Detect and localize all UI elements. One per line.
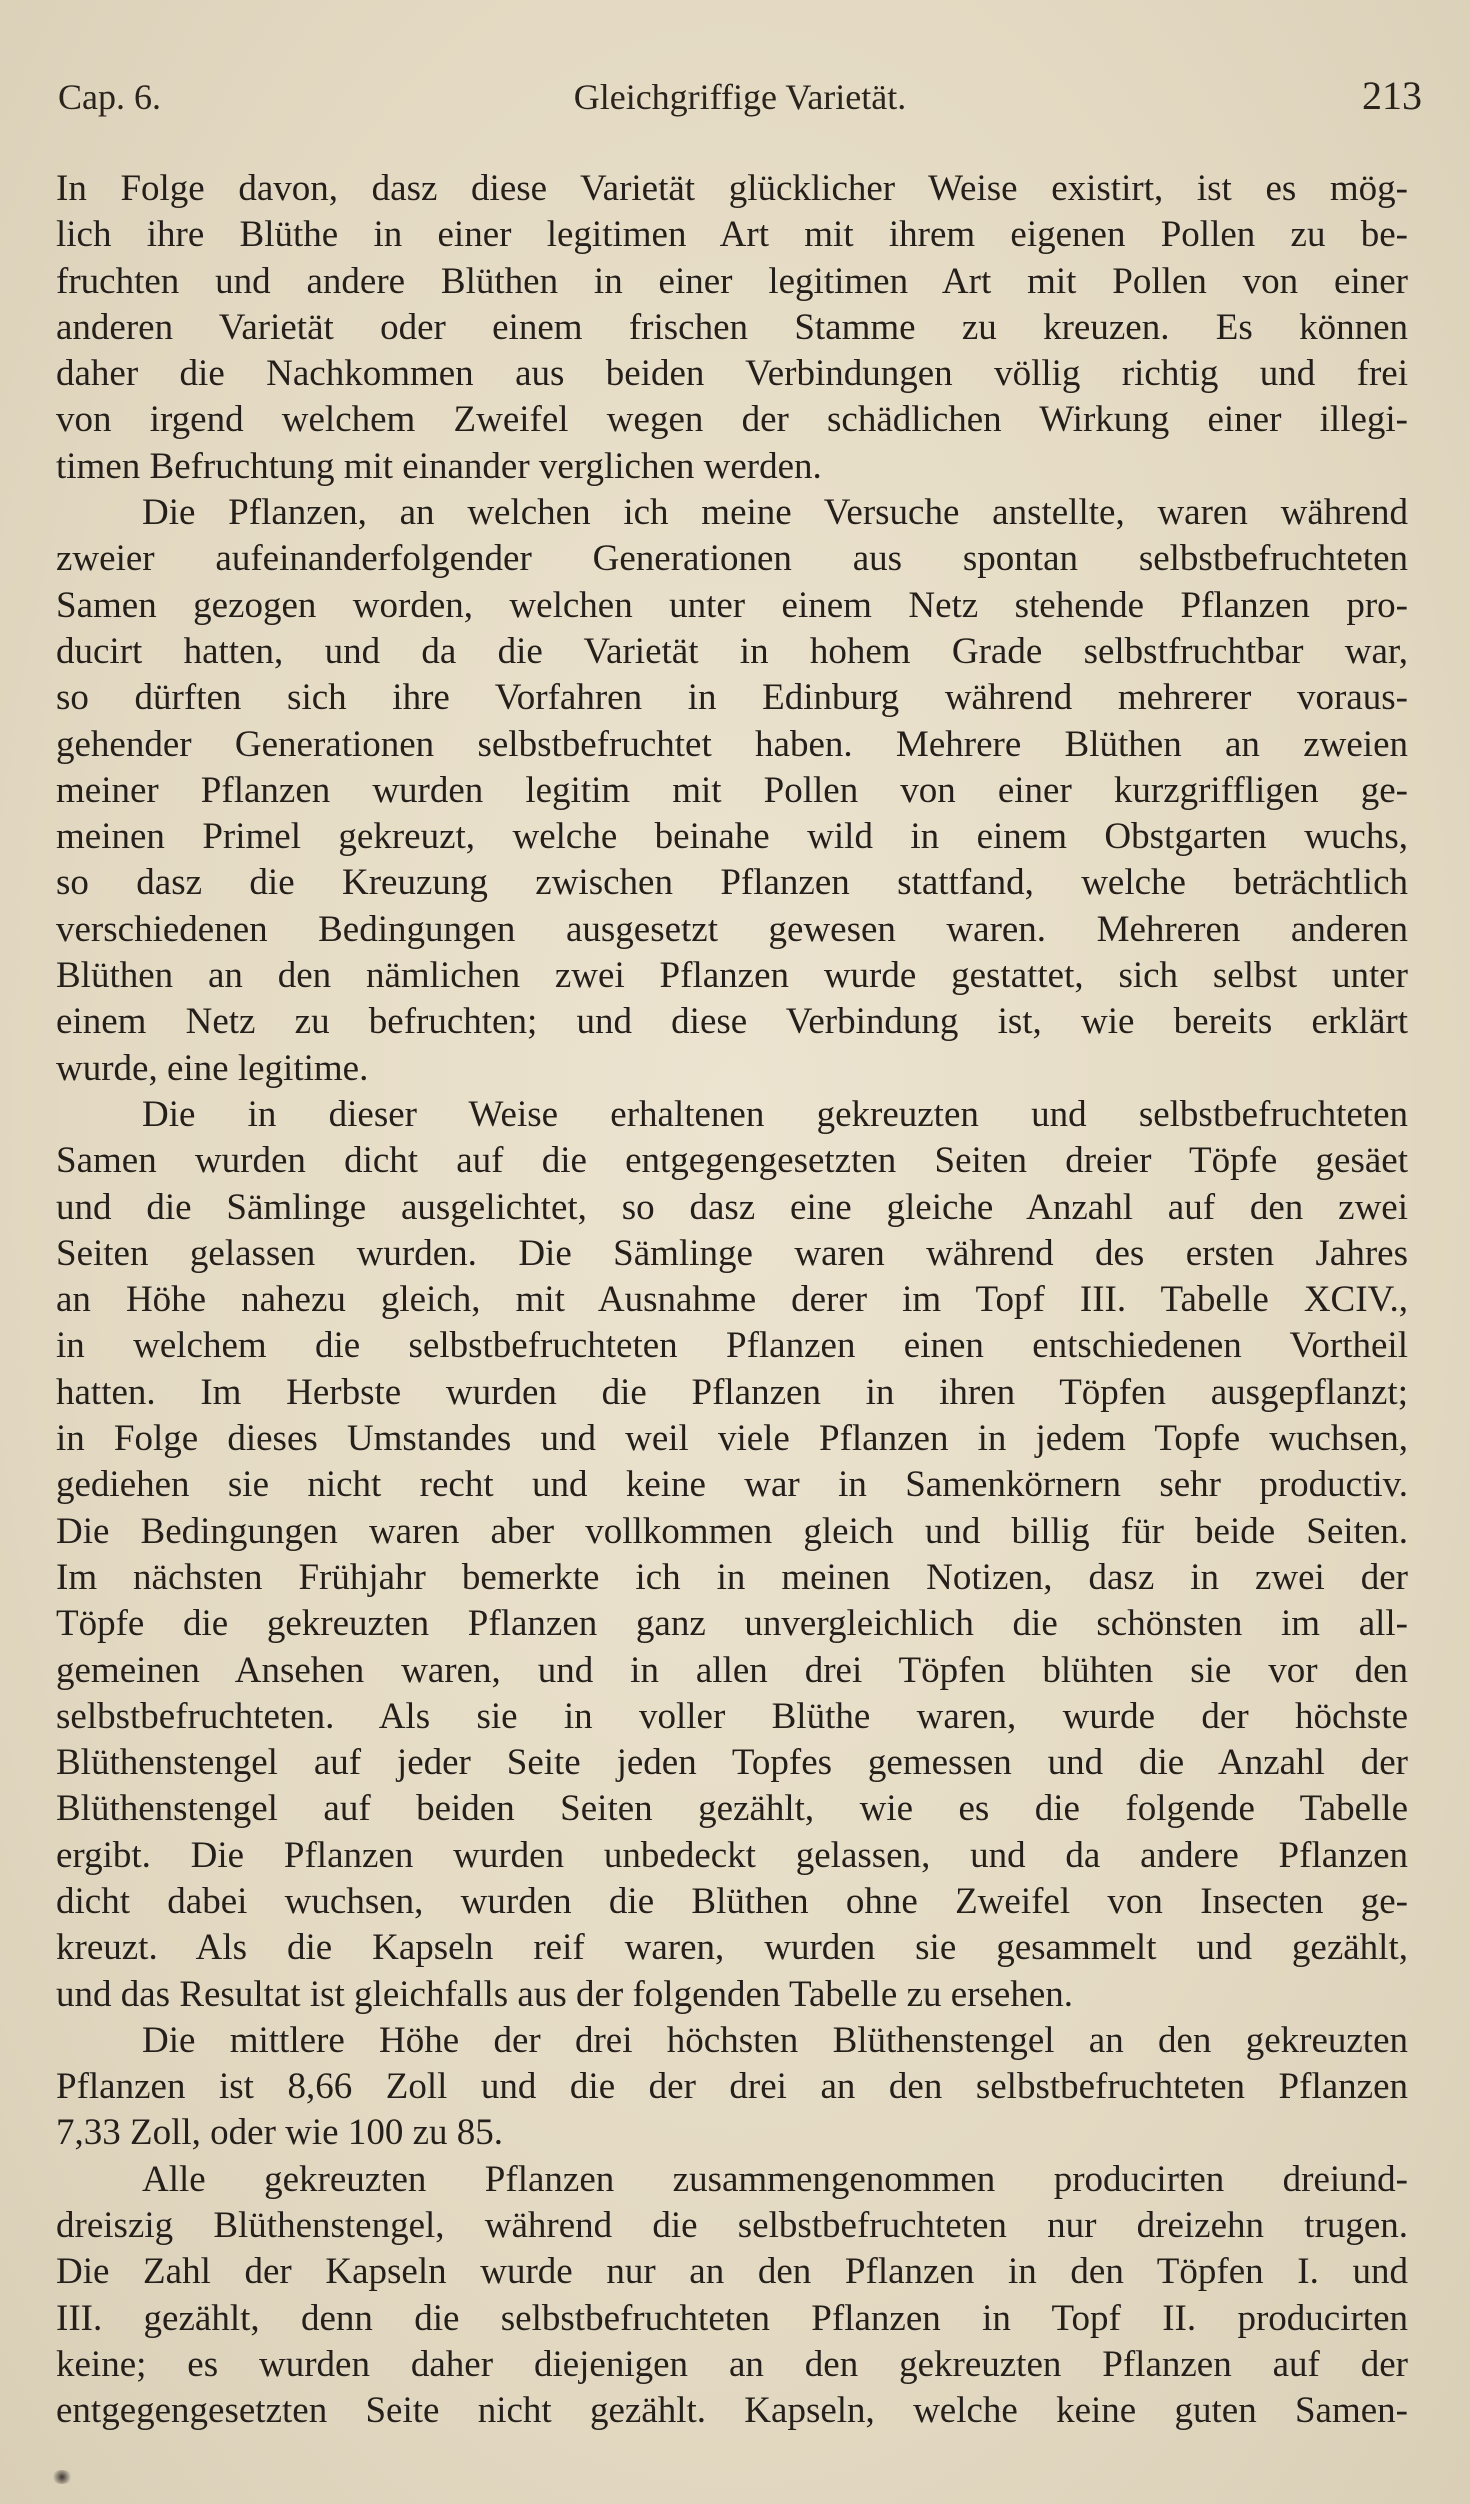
text-line-content: Die Pflanzen, an welchen ich meine Versuche anstellte, waren während	[142, 492, 1408, 534]
text-line	[56, 1972, 1408, 2018]
text-line-content: kreuzt. Als die Kapseln reif waren, wurden sie gesammelt und gezählt,	[56, 1927, 1408, 1969]
text-line-content: Seiten gelassen wurden. Die Sämlinge waren während des ersten Jahres	[56, 1232, 1408, 1274]
text-line	[56, 2342, 1408, 2388]
text-line-content: Im nächsten Frühjahr bemerkte ich in meinen Notizen, dasz in zwei der	[56, 1556, 1408, 1598]
text-line-content: timen Befruchtung mit einander verglichen werden.	[56, 445, 822, 487]
text-line	[56, 1185, 1408, 1231]
text-line-content: an Höhe nahezu gleich, mit Ausnahme derer im Topf III. Tabelle XCIV.,	[56, 1279, 1408, 1321]
text-line-content: In Folge davon, dasz diese Varietät glücklicher Weise existirt, ist es mög-	[56, 168, 1408, 209]
text-line	[56, 675, 1408, 721]
text-line	[56, 259, 1408, 305]
text-line-content: und die Sämlinge ausgelichtet, so dasz eine gleiche Anzahl auf den zwei	[56, 1186, 1408, 1228]
text-line-content: Pflanzen ist 8,66 Zoll und die der drei an den selbstbefruchteten Pflanzen	[56, 2066, 1408, 2108]
text-line	[56, 1601, 1408, 1647]
text-line-content: anderen Varietät oder einem frischen Stamme zu kreuzen. Es können	[56, 306, 1408, 348]
text-line	[56, 2110, 1408, 2156]
text-line	[56, 629, 1408, 675]
text-line-content: verschiedenen Bedingungen ausgesetzt gewesen waren. Mehreren anderen	[56, 908, 1408, 950]
text-line	[56, 1231, 1408, 1277]
text-line	[56, 2388, 1408, 2434]
text-line-content: hatten. Im Herbste wurden die Pflanzen in ihren Töpfen ausgepflanzt;	[56, 1371, 1408, 1413]
text-line	[56, 2203, 1408, 2249]
text-line	[56, 2018, 1408, 2064]
text-line	[56, 814, 1408, 860]
text-line-content: und das Resultat ist gleichfalls aus der folgenden Tabelle zu ersehen.	[56, 1973, 1073, 2015]
text-line	[56, 1925, 1408, 1971]
text-line-content: Töpfe die gekreuzten Pflanzen ganz unvergleichlich die schönsten im all-	[56, 1603, 1408, 1645]
text-line	[56, 1138, 1408, 1184]
text-line-content: Samen wurden dicht auf die entgegengesetzten Seiten dreier Töpfe gesäet	[56, 1140, 1408, 1182]
text-line	[56, 1370, 1408, 1416]
paragraph	[56, 490, 1408, 1092]
text-line	[56, 1046, 1408, 1092]
text-line-content: Die mittlere Höhe der drei höchsten Blüthenstengel an den gekreuzten	[142, 2019, 1408, 2061]
text-line-content: so dürften sich ihre Vorfahren in Edinburg während mehrerer voraus-	[56, 677, 1408, 719]
text-line	[56, 860, 1408, 906]
text-line-content: meiner Pflanzen wurden legitim mit Pollen von einer kurzgriffligen ge-	[56, 769, 1408, 811]
text-line	[56, 1833, 1408, 1879]
text-line	[56, 2064, 1408, 2110]
text-line-content: in welchem die selbstbefruchteten Pflanzen einen entschiedenen Vortheil	[56, 1325, 1408, 1367]
text-line	[56, 212, 1408, 258]
text-line	[56, 1555, 1408, 1601]
text-line	[56, 768, 1408, 814]
text-line	[56, 1694, 1408, 1740]
text-line-content: ducirt hatten, und da die Varietät in hohem Grade selbstfruchtbar war,	[56, 630, 1408, 672]
text-line	[56, 2249, 1408, 2295]
text-line	[56, 1740, 1408, 1786]
paragraph	[56, 2157, 1408, 2435]
body-text	[56, 166, 1408, 2435]
text-line	[56, 166, 1408, 212]
text-line	[56, 444, 1408, 490]
text-line	[56, 583, 1408, 629]
text-line-content: in Folge dieses Umstandes und weil viele Pflanzen in jedem Topfe wuchsen,	[56, 1418, 1408, 1460]
text-line	[56, 1879, 1408, 1925]
text-line	[56, 953, 1408, 999]
chapter-label: Cap. 6.	[58, 77, 161, 117]
running-head	[58, 72, 1422, 128]
text-line-content: dicht dabei wuchsen, wurden die Blüthen ohne Zweifel von Insecten ge-	[56, 1880, 1408, 1922]
text-line-content: wurde, eine legitime.	[56, 1047, 369, 1089]
text-line-content: fruchten und andere Blüthen in einer legitimen Art mit Pollen von einer	[56, 260, 1408, 302]
text-line	[56, 397, 1408, 443]
text-line	[56, 999, 1408, 1045]
text-line-content: Blüthenstengel auf jeder Seite jeden Topfes gemessen und die Anzahl der	[56, 1742, 1408, 1784]
paragraph	[56, 166, 1408, 490]
text-line-content: selbstbefruchteten. Als sie in voller Blüthe waren, wurde der höchste	[56, 1695, 1408, 1737]
text-line-content: von irgend welchem Zweifel wegen der schädlichen Wirkung einer illegi-	[56, 399, 1408, 441]
text-line-content: Die Zahl der Kapseln wurde nur an den Pflanzen in den Töpfen I. und	[56, 2251, 1408, 2293]
running-title: Gleichgriffige Varietät.	[573, 77, 907, 117]
text-line-content: lich ihre Blüthe in einer legitimen Art mit ihrem eigenen Pollen zu be-	[56, 214, 1408, 256]
text-line-content: 7,33 Zoll, oder wie 100 zu 85.	[56, 2112, 503, 2154]
text-line	[56, 536, 1408, 582]
text-line	[56, 907, 1408, 953]
text-line-content: III. gezählt, denn die selbstbefruchteten Pflanzen in Topf II. producirten	[56, 2297, 1408, 2339]
text-line-content: so dasz die Kreuzung zwischen Pflanzen stattfand, welche beträchtlich	[56, 862, 1408, 904]
text-line-content: einem Netz zu befruchten; und diese Verbindung ist, wie bereits erklärt	[56, 1001, 1408, 1043]
text-line-content: gehender Generationen selbstbefruchtet haben. Mehrere Blüthen an zweien	[56, 723, 1408, 765]
text-line-content: gemeinen Ansehen waren, und in allen drei Töpfen blühten sie vor den	[56, 1649, 1408, 1691]
text-line-content: Samen gezogen worden, welchen unter einem Netz stehende Pflanzen pro-	[56, 584, 1408, 626]
text-line	[56, 2296, 1408, 2342]
text-line	[56, 2157, 1408, 2203]
text-line-content: meinen Primel gekreuzt, welche beinahe wild in einem Obstgarten wuchs,	[56, 816, 1408, 858]
text-line	[56, 722, 1408, 768]
text-line-content: Blüthen an den nämlichen zwei Pflanzen wurde gestattet, sich selbst unter	[56, 955, 1408, 997]
page-number: 213	[1362, 73, 1422, 118]
paragraph	[56, 2018, 1408, 2157]
text-line	[56, 1277, 1408, 1323]
text-line-content: zweier aufeinanderfolgender Generationen aus spontan selbstbefruchteten	[56, 538, 1408, 580]
text-line	[56, 1509, 1408, 1555]
text-line-content: entgegengesetzten Seite nicht gezählt. Kapseln, welche keine guten Samen-	[56, 2390, 1408, 2432]
text-line	[56, 1648, 1408, 1694]
paragraph	[56, 1092, 1408, 2018]
text-line-content: gediehen sie nicht recht und keine war in Samenkörnern sehr productiv.	[56, 1464, 1408, 1506]
text-line	[56, 1323, 1408, 1369]
text-line	[56, 305, 1408, 351]
text-line	[56, 351, 1408, 397]
text-line	[56, 1786, 1408, 1832]
text-line-content: ergibt. Die Pflanzen wurden unbedeckt gelassen, und da andere Pflanzen	[56, 1834, 1408, 1876]
text-line-content: daher die Nachkommen aus beiden Verbindungen völlig richtig und frei	[56, 353, 1408, 395]
text-line-content: keine; es wurden daher diejenigen an den gekreuzten Pflanzen auf der	[56, 2343, 1408, 2385]
text-line-content: Die in dieser Weise erhaltenen gekreuzten und selbstbefruchteten	[142, 1093, 1408, 1135]
text-line	[56, 1462, 1408, 1508]
text-line-content: dreiszig Blüthenstengel, während die selbstbefruchteten nur dreizehn trugen.	[56, 2205, 1408, 2247]
text-line-content: Die Bedingungen waren aber vollkommen gleich und billig für beide Seiten.	[56, 1510, 1408, 1552]
text-line-content: Alle gekreuzten Pflanzen zusammengenommen producirten dreiund-	[142, 2158, 1408, 2200]
text-line	[56, 1416, 1408, 1462]
text-line	[56, 1092, 1408, 1138]
text-line-content: Blüthenstengel auf beiden Seiten gezählt, wie es die folgende Tabelle	[56, 1788, 1408, 1830]
ink-smudge	[52, 2470, 72, 2484]
text-line	[56, 490, 1408, 536]
